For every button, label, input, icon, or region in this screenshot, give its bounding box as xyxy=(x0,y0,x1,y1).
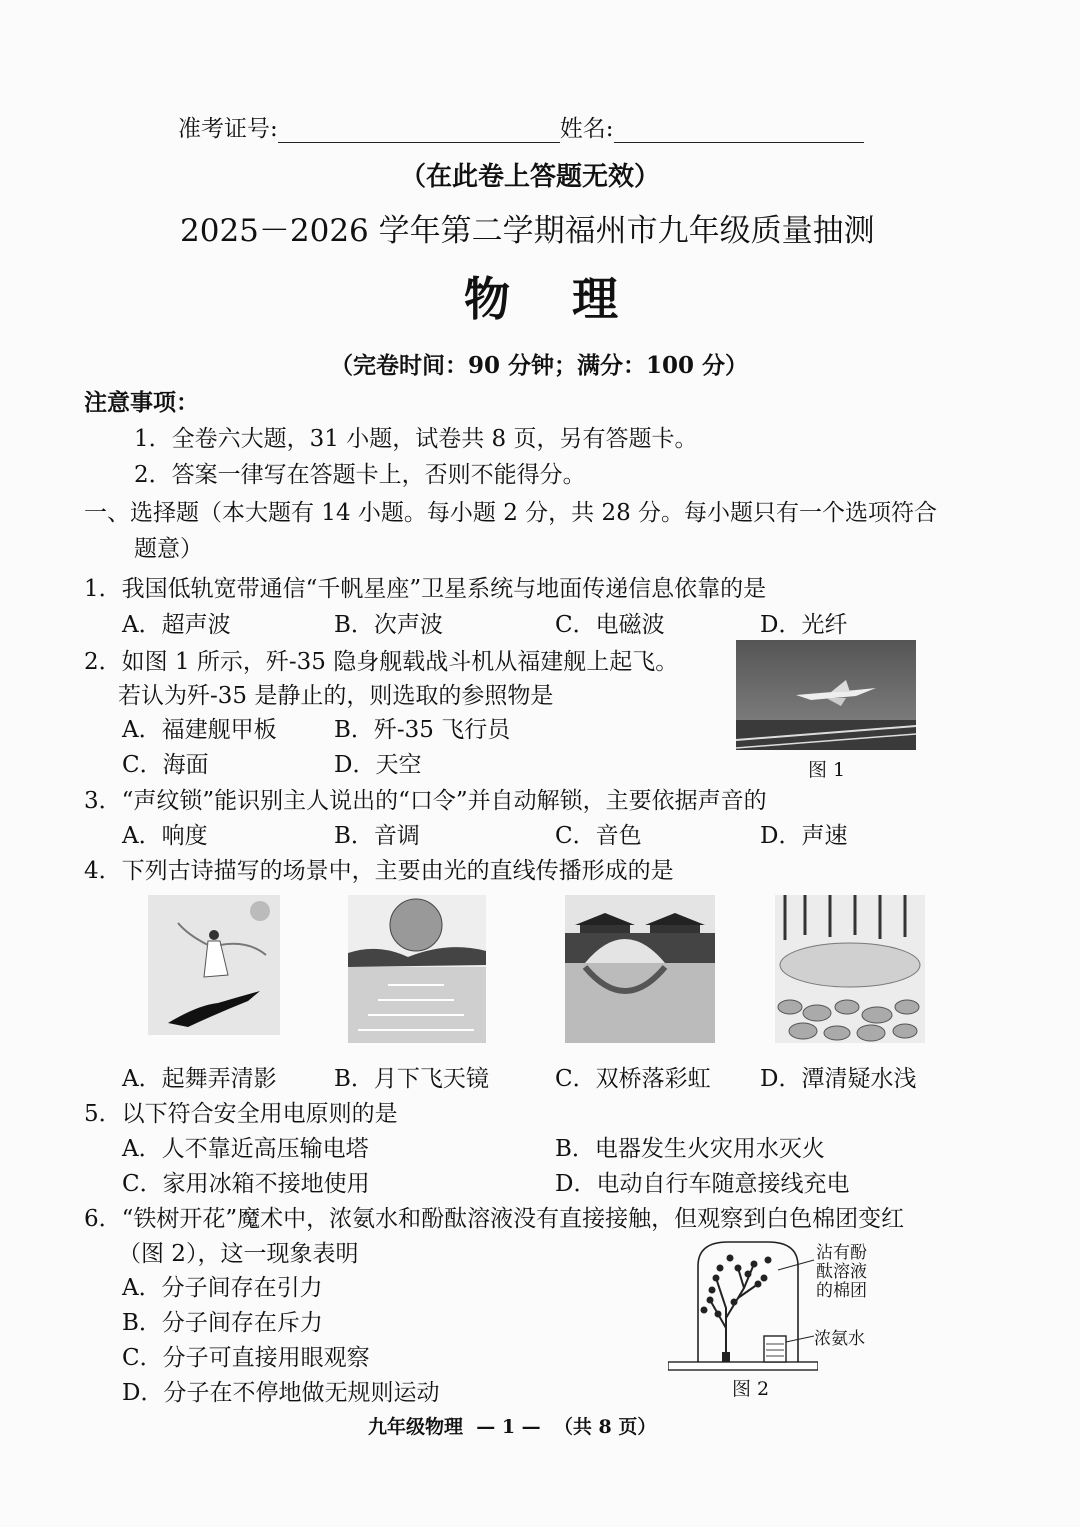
q6-option-a: A．分子间存在引力 xyxy=(122,1275,323,1301)
figure2-caption: 图 2 xyxy=(732,1378,770,1400)
label-line-2: 酞溶液 xyxy=(816,1262,867,1282)
notice-item-1: 1．全卷六大题，31 小题，试卷共 8 页，另有答题卡。 xyxy=(134,426,698,452)
q2-option-d: D．天空 xyxy=(334,752,422,778)
figure2-ammonia-label: 浓氨水 xyxy=(814,1329,865,1349)
q1-option-b: B．次声波 xyxy=(334,612,443,638)
dancer-shadow-image xyxy=(148,895,280,1035)
admission-blank xyxy=(278,120,560,143)
figure1-caption: 图 1 xyxy=(808,759,846,781)
q6-option-b: B．分子间存在斥力 xyxy=(122,1310,323,1336)
q5-option-d: D．电动自行车随意接线充电 xyxy=(555,1171,850,1197)
section1-heading: 一、选择题（本大题有 14 小题。每小题 2 分，共 28 分。每小题只有一个选项符合 xyxy=(84,500,938,526)
q5-option-c: C．家用冰箱不接地使用 xyxy=(122,1171,370,1197)
label-line-3: 的棉团 xyxy=(816,1281,867,1301)
q6-stem-cont: （图 2），这一现象表明 xyxy=(118,1241,359,1267)
admission-label: 准考证号: xyxy=(178,116,278,142)
notice-item-2: 2．答案一律写在答题卡上，否则不能得分。 xyxy=(134,462,586,488)
q4-option-d: D．潭清疑水浅 xyxy=(760,1066,917,1092)
q3-option-d: D．声速 xyxy=(760,823,848,849)
figure1-jet-image xyxy=(736,640,916,750)
admission-number-field xyxy=(178,110,864,143)
q2-stem: 2．如图 1 所示，歼-35 隐身舰载战斗机从福建舰上起飞。 xyxy=(84,649,679,675)
page-footer: 九年级物理 — 1 — （共 8 页） xyxy=(368,1416,657,1438)
section1-heading-cont: 题意） xyxy=(134,536,203,562)
q5-option-a: A．人不靠近高压输电塔 xyxy=(122,1136,369,1162)
q1-option-d: D．光纤 xyxy=(760,612,848,638)
q6-option-c: C．分子可直接用眼观察 xyxy=(122,1345,370,1371)
q6-stem: 6．“铁树开花”魔术中，浓氨水和酚酞溶液没有直接接触，但观察到白色棉团变红 xyxy=(84,1206,905,1232)
q1-stem: 1．我国低轨宽带通信“千帆星座”卫星系统与地面传递信息依靠的是 xyxy=(84,576,767,602)
q2-option-c: C．海面 xyxy=(122,752,209,778)
q3-option-a: A．响度 xyxy=(122,823,208,849)
name-blank xyxy=(614,120,864,143)
q6-option-d: D．分子在不停地做无规则运动 xyxy=(122,1380,440,1406)
q3-option-b: B．音调 xyxy=(334,823,420,849)
q1-option-c: C．电磁波 xyxy=(555,612,665,638)
subject-title: 物 理 xyxy=(464,272,629,326)
notice-title: 注意事项： xyxy=(84,389,199,416)
time-info: （完卷时间：90 分钟；满分：100 分） xyxy=(330,352,749,379)
q2-option-a: A．福建舰甲板 xyxy=(122,717,277,743)
figure2-cotton-label xyxy=(816,1244,867,1301)
q3-stem: 3．“声纹锁”能识别主人说出的“口令”并自动解锁，主要依据声音的 xyxy=(84,788,767,814)
q4-stem: 4．下列古诗描写的场景中，主要由光的直线传播形成的是 xyxy=(84,858,674,884)
q1-option-a: A．超声波 xyxy=(122,612,231,638)
double-bridge-image xyxy=(565,895,715,1043)
label-line-1: 沾有酚 xyxy=(816,1243,867,1263)
q5-stem: 5．以下符合安全用电原则的是 xyxy=(84,1101,398,1127)
exam-title: 2025－2026 学年第二学期福州市九年级质量抽测 xyxy=(180,213,875,249)
name-label: 姓名: xyxy=(559,116,614,142)
invalid-note: （在此卷上答题无效） xyxy=(400,162,661,192)
q4-option-c: C．双桥落彩虹 xyxy=(555,1066,711,1092)
q2-stem-cont: 若认为歼-35 是静止的，则选取的参照物是 xyxy=(118,683,554,709)
q2-option-b: B．歼-35 飞行员 xyxy=(334,717,511,743)
moon-lake-image xyxy=(348,895,486,1043)
q5-option-b: B．电器发生火灾用水灭火 xyxy=(555,1136,825,1162)
figure2-iron-tree-diagram xyxy=(668,1238,818,1374)
q3-option-c: C．音色 xyxy=(555,823,642,849)
q4-option-a: A．起舞弄清影 xyxy=(122,1066,277,1092)
q4-option-b: B．月下飞天镜 xyxy=(334,1066,489,1092)
clear-pond-image xyxy=(775,895,925,1043)
